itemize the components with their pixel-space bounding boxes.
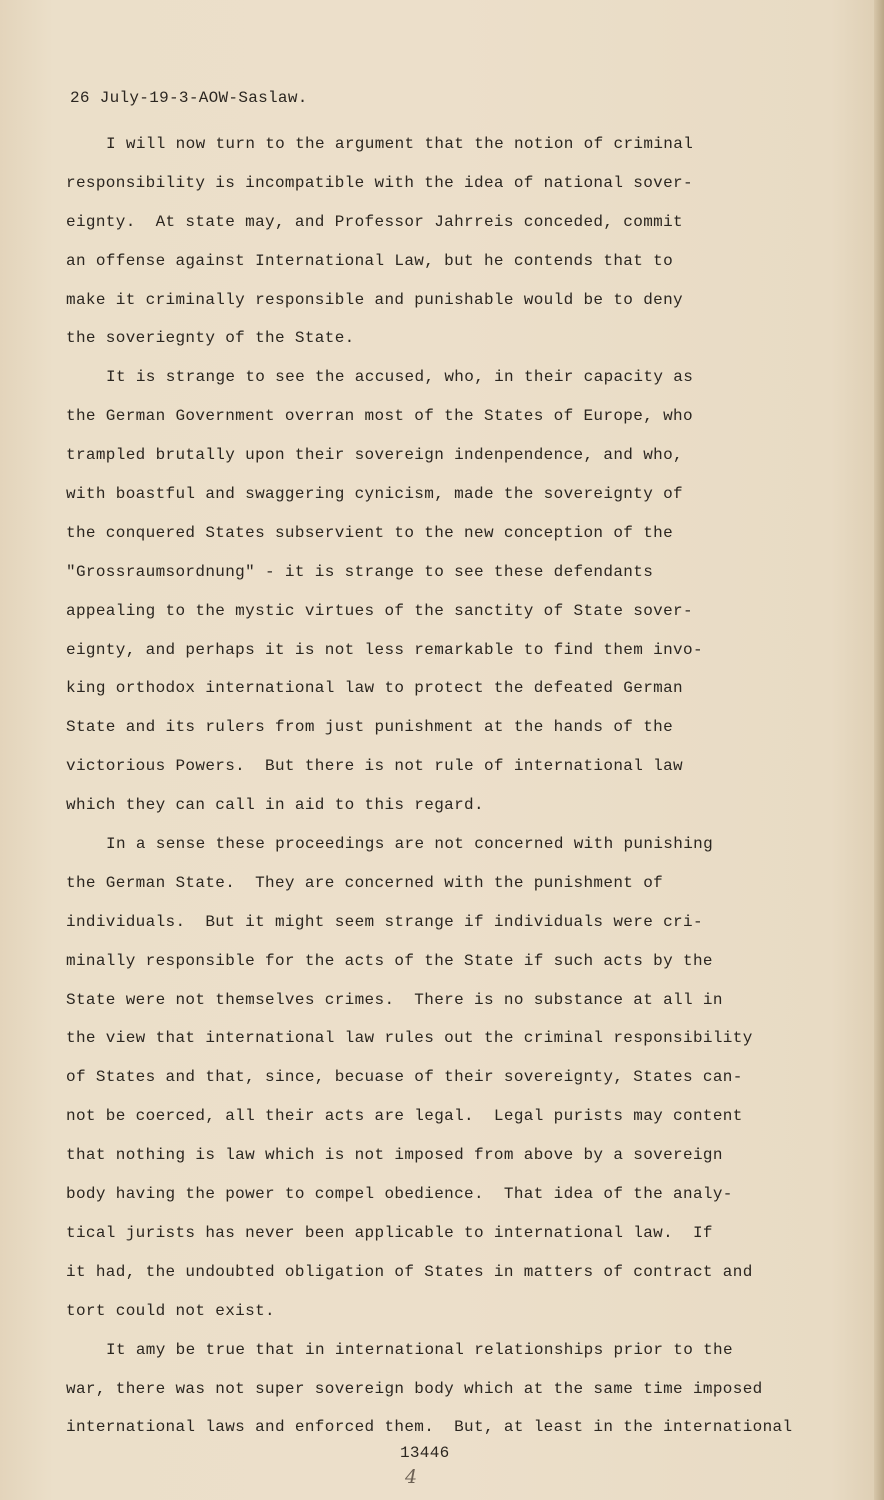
document-body (66, 125, 793, 1447)
text-line: eignty. At state may, and Professor Jahrreis conceded, commit (66, 212, 683, 231)
text-line: an offense against International Law, but he contends that to (66, 251, 674, 270)
text-line: minally responsible for the acts of the State if such acts by the (66, 951, 713, 970)
text-line: State and its rulers from just punishment at the hands of the (66, 718, 674, 737)
text-line: king orthodox international law to protect the defeated German (66, 679, 683, 698)
text-line: that nothing is law which is not imposed from above by a sovereign (66, 1146, 723, 1165)
text-line: the soveriegnty of the State. (66, 329, 355, 348)
text-line: the German State. They are concerned with the punishment of (66, 873, 664, 892)
text-line: I will now turn to the argument that the notion of criminal (106, 135, 694, 153)
page-number: 13446 (400, 1444, 450, 1462)
text-line: body having the power to compel obedience. That idea of the analy- (66, 1185, 733, 1204)
text-line: the view that international law rules out the criminal responsibility (66, 1029, 753, 1048)
text-line: It is strange to see the accused, who, in their capacity as (106, 368, 694, 387)
text-line: the conquered States subservient to the new conception of the (66, 523, 674, 542)
text-line: appealing to the mystic virtues of the sanctity of State sover- (66, 601, 693, 620)
text-line: It amy be true that in international relationships prior to the (106, 1340, 733, 1359)
text-line: eignty, and perhaps it is not less remarkable to find them invo- (66, 640, 703, 659)
text-line: make it criminally responsible and punishable would be to deny (66, 290, 683, 309)
text-line: victorious Powers. But there is not rule of international law (66, 757, 683, 776)
text-line: not be coerced, all their acts are legal. Legal purists may content (66, 1107, 743, 1126)
text-line: In a sense these proceedings are not concerned with punishing (106, 835, 714, 854)
text-line: tical jurists has never been applicable to international law. If (66, 1223, 713, 1242)
handwritten-page-mark: 4 (405, 1466, 418, 1488)
text-line: trampled brutally upon their sovereign indenpendence, and who, (66, 446, 683, 465)
document-header: 26 July-19-3-AOW-Saslaw. (70, 89, 308, 107)
text-line: of States and that, since, becuase of their sovereignty, States can- (66, 1068, 743, 1087)
page-edge-shadow (874, 0, 884, 1500)
text-line: war, there was not super sovereign body which at the same time imposed (66, 1379, 763, 1398)
text-line: responsibility is incompatible with the idea of national sover- (66, 173, 693, 192)
text-line: State were not themselves crimes. There is no substance at all in (66, 990, 723, 1009)
text-line: individuals. But it might seem strange if individuals were cri- (66, 912, 703, 931)
text-line: which they can call in aid to this regard. (66, 796, 484, 815)
text-line: with boastful and swaggering cynicism, made the sovereignty of (66, 485, 683, 504)
text-line: "Grossraumsordnung" - it is strange to see these defendants (66, 562, 654, 581)
text-line: it had, the undoubted obligation of States in matters of contract and (66, 1262, 753, 1281)
text-line: the German Government overran most of the States of Europe, who (66, 407, 693, 426)
text-line: tort could not exist. (66, 1301, 275, 1320)
text-line: international laws and enforced them. But, at least in the international (66, 1418, 793, 1437)
